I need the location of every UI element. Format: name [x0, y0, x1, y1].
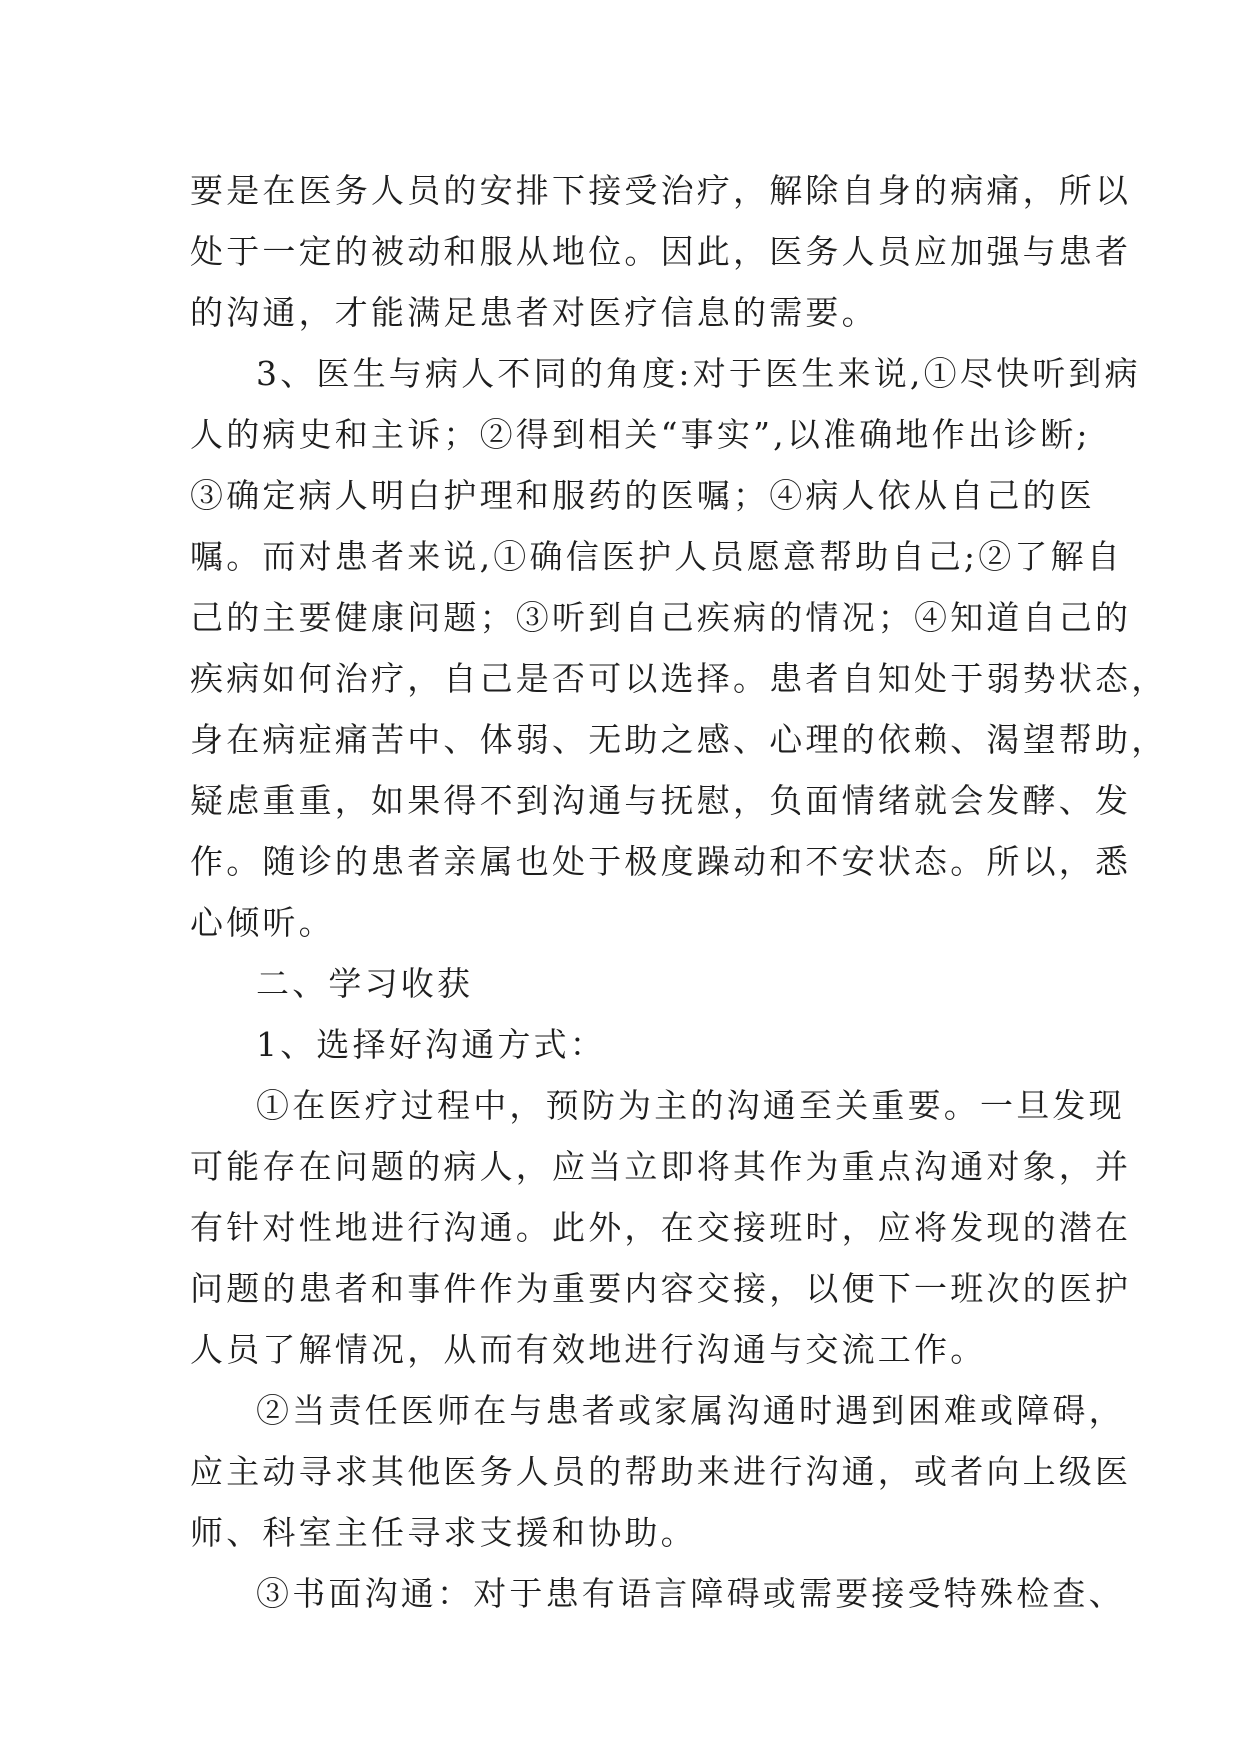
text-line: 的沟通，才能满足患者对医疗信息的需要。: [190, 293, 878, 332]
text-line: 疑虑重重，如果得不到沟通与抚慰，负面情绪就会发酵、发: [190, 781, 1132, 820]
text-line: 心倾听。: [190, 903, 335, 942]
text-line: 3、医生与病人不同的角度:对于医生来说,①尽快听到病: [256, 354, 1141, 393]
text-line: ③书面沟通：对于患有语言障碍或需要接受特殊检查、: [256, 1574, 1125, 1613]
text-line: 问题的患者和事件作为重要内容交接，以便下一班次的医护: [190, 1269, 1132, 1308]
text-line: 己的主要健康问题；③听到自己疾病的情况；④知道自己的: [190, 598, 1132, 637]
text-line: ②当责任医师在与患者或家属沟通时遇到困难或障碍，: [256, 1391, 1125, 1430]
text-line: 师、科室主任寻求支援和协助。: [190, 1513, 697, 1552]
text-line: 作。随诊的患者亲属也处于极度躁动和不安状态。所以，悉: [190, 842, 1132, 881]
text-line: 身在病症痛苦中、体弱、无助之感、心理的依赖、渴望帮助，: [190, 720, 1168, 759]
section-heading: 二、学习收获: [256, 964, 474, 1003]
text-line: 应主动寻求其他医务人员的帮助来进行沟通，或者向上级医: [190, 1452, 1132, 1491]
text-line: 可能存在问题的病人，应当立即将其作为重点沟通对象，并: [190, 1147, 1132, 1186]
text-line: 疾病如何治疗，自己是否可以选择。患者自知处于弱势状态，: [190, 659, 1168, 698]
text-line: 嘱。而对患者来说,①确信医护人员愿意帮助自己;②了解自: [190, 537, 1124, 576]
text-line: 处于一定的被动和服从地位。因此，医务人员应加强与患者: [190, 232, 1132, 271]
subsection-heading: 1、选择好沟通方式：: [256, 1025, 606, 1064]
text-line: 要是在医务人员的安排下接受治疗，解除自身的病痛，所以: [190, 171, 1132, 210]
text-line: 人员了解情况，从而有效地进行沟通与交流工作。: [190, 1330, 987, 1369]
text-line: 有针对性地进行沟通。此外，在交接班时，应将发现的潜在: [190, 1208, 1132, 1247]
text-line: ①在医疗过程中，预防为主的沟通至关重要。一旦发现: [256, 1086, 1125, 1125]
text-line: 人的病史和主诉；②得到相关“事实”,以准确地作出诊断;: [190, 415, 1091, 454]
body-text: [190, 160, 1168, 1624]
text-line: ③确定病人明白护理和服药的医嘱；④病人依从自己的医: [190, 476, 1095, 515]
